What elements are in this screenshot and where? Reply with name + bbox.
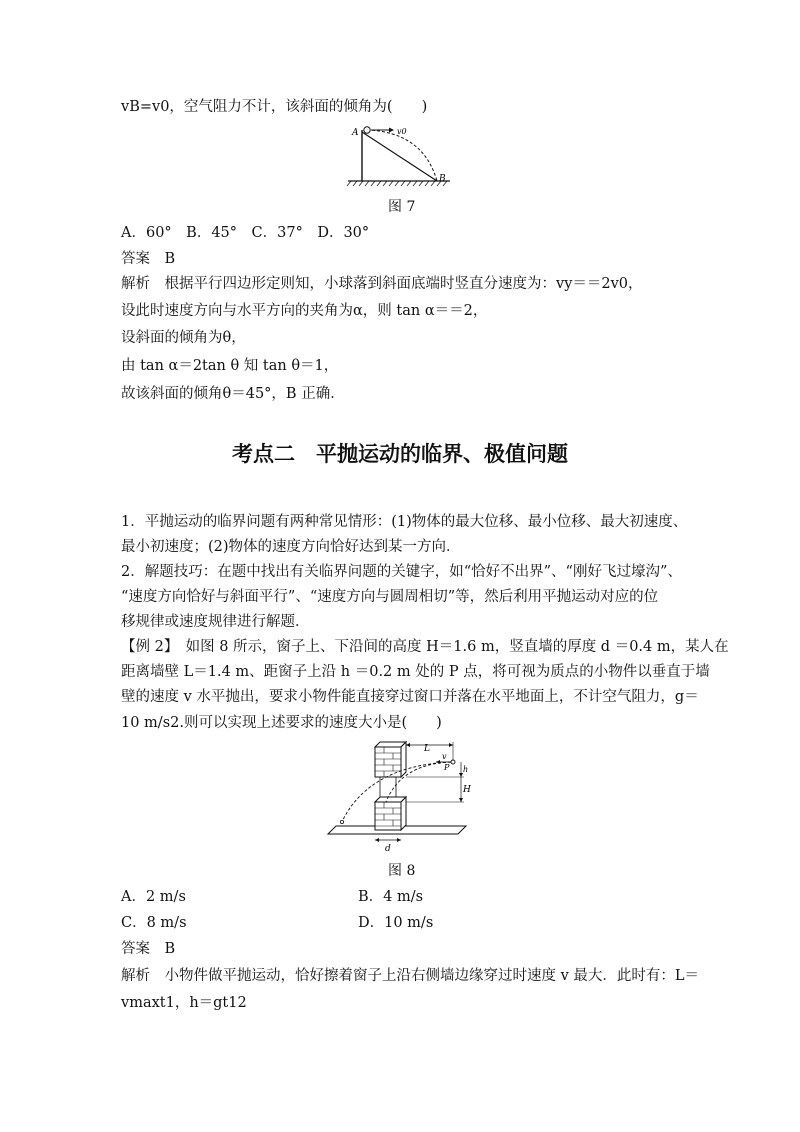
fig8-label-H: H (463, 785, 471, 795)
q1-options: A．60° B．45° C．37° D．30° (121, 225, 370, 241)
option-b: B．4 m/s (358, 889, 424, 905)
fig8-label-d: d (385, 844, 391, 854)
q1-analysis-line: 故该斜面的倾角θ＝45°，B 正确． (121, 386, 345, 402)
example-analysis-line: vmaxt1，h＝gt12 (121, 995, 247, 1011)
figure-7-incline (345, 124, 455, 188)
example-analysis-line: 解析 小物件做平抛运动，恰好擦着窗子上沿右侧墙边缘穿过时速度 v 最大．此时有：L＝ (121, 968, 700, 984)
figure-8-window-wall (326, 740, 471, 854)
option-c: C．8 m/s (121, 915, 187, 931)
fig8-label-P: P (444, 763, 450, 772)
example-line: 【例 2】 如图 8 所示，窗子上、下沿间的高度 H＝1.6 m，竖直墙的厚度 d ＝0.4 m，某人在 (121, 639, 729, 655)
q1-analysis-line: 由 tan α＝2tan θ 知 tan θ＝1， (121, 358, 339, 374)
fig8-label-h: h (463, 765, 469, 774)
fig8-label-v: v (442, 752, 447, 761)
point-line: 2．解题技巧：在题中找出有关临界问题的关键字，如“恰好不出界”、“刚好飞过壕沟”、 (121, 564, 682, 580)
point-line: 1．平抛运动的临界问题有两种常见情形：(1)物体的最大位移、最小位移、最大初速度、 (121, 514, 688, 530)
figure-7-caption: 图 7 (388, 199, 416, 215)
point-line: “速度方向恰好与斜面平行”、“速度方向与圆周相切”等，然后利用平抛运动对应的位 (121, 589, 659, 605)
fig7-label-b: B (439, 174, 446, 184)
fig8-label-L: L (424, 744, 430, 754)
figure-8-caption: 图 8 (388, 863, 416, 879)
point-line: 最小初速度；(2)物体的速度方向恰好达到某一方向． (121, 539, 461, 555)
option-d: D．10 m/s (358, 915, 434, 931)
q1-analysis-line: 解析 根据平行四边形定则知，小球落到斜面底端时竖直分速度为：vy＝＝2v0， (121, 276, 643, 292)
option-a: A．2 m/s (121, 889, 186, 905)
fig7-label-a: A (352, 128, 359, 138)
q1-analysis-line: 设此时速度方向与水平方向的夹角为α，则 tan α＝＝2， (121, 303, 488, 319)
q1-stem-tail: vB=v0，空气阻力不计，该斜面的倾角为( ) (121, 99, 428, 115)
fig7-label-v0: v0 (397, 127, 407, 136)
q1-analysis-line: 设斜面的倾角为θ， (121, 330, 246, 346)
example-line: 10 m/s2.则可以实现上述要求的速度大小是( ) (121, 715, 442, 731)
example-line: 距离墙壁 L＝1.4 m、距窗子上沿 h ＝0.2 m 处的 P 点，将可视为质点的小物件以垂直于墙 (121, 664, 710, 680)
example-line: 壁的速度 v 水平抛出，要求小物件能直接穿过窗口并落在水平地面上，不计空气阻力，g＝ (121, 689, 699, 705)
example-answer: 答案 B (121, 941, 176, 957)
section-title: 考点二 平抛运动的临界、极值问题 (232, 441, 568, 466)
point-line: 移规律或速度规律进行解题． (121, 614, 310, 630)
q1-answer: 答案 B (121, 251, 176, 267)
